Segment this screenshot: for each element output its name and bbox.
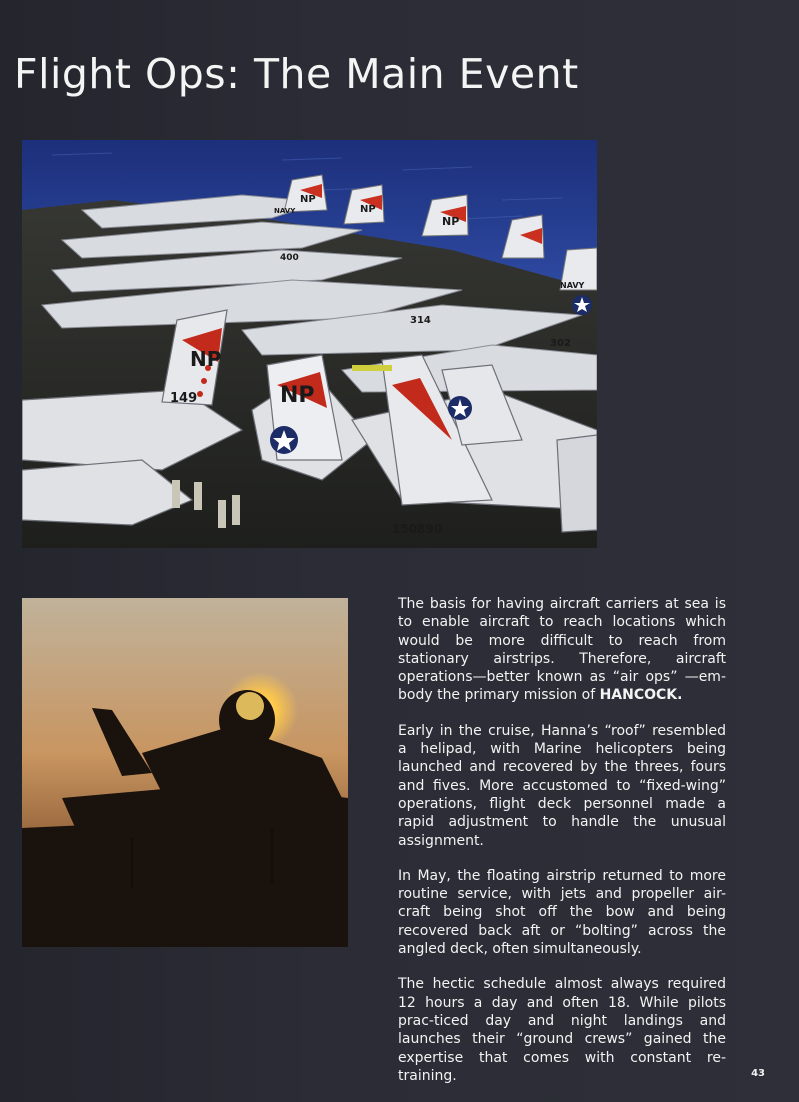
tail-marking: NP	[280, 383, 315, 408]
bureau-number: 150890	[392, 522, 443, 536]
article-paragraph: In May, the floating airstrip returned to more routine service, with jets and propeller air-craft being shot off the bow and being recovered back aft or “bolting” across the angled deck, often simultaneously.	[398, 867, 726, 958]
tail-marking: NP	[300, 194, 316, 205]
page-title: Flight Ops: The Main Event	[14, 50, 579, 98]
article-paragraph	[398, 595, 726, 705]
tail-marking: NP	[190, 347, 222, 371]
paragraph-lead-text: The basis for having aircraft carriers at sea is to enable aircraft to reach locations which would be more difficult to reach from stationary airstrips. Therefore, aircraft operations—better known as “air ops” —em-body the primary mission of	[398, 596, 726, 704]
jet-silhouette-sunset-photo	[22, 598, 348, 947]
tail-marking: NP	[442, 215, 460, 228]
tail-number: 149	[170, 391, 198, 406]
aircraft-carrier-deck-photo	[22, 140, 597, 548]
navy-marking: NAVY	[274, 207, 296, 215]
page-number: 43	[751, 1068, 765, 1079]
article-body	[398, 595, 726, 1102]
article-paragraph: The hectic schedule almost always required 12 hours a day and often 18. While pilots prac-ticed day and night landings and launches their “ground crews” gained the expertise that comes with constant re-training.	[398, 976, 726, 1084]
tail-marking: NP	[360, 204, 376, 215]
tail-number: 314	[410, 315, 431, 326]
ship-name: HANCOCK.	[599, 687, 683, 704]
navy-marking: NAVY	[560, 281, 585, 290]
sunset-jet-photo	[22, 598, 348, 947]
article-paragraph: Early in the cruise, Hanna’s “roof” resembled a helipad, with Marine helicopters being launched and recovered by the threes, fours and fives. More accustomed to “fixed-wing” operations, flight deck personnel made a rapid adjustment to handle the unusual assignment.	[398, 722, 726, 849]
tail-number: 302	[550, 338, 571, 349]
flight-deck-photo	[22, 140, 597, 548]
tail-number: 400	[280, 253, 299, 263]
